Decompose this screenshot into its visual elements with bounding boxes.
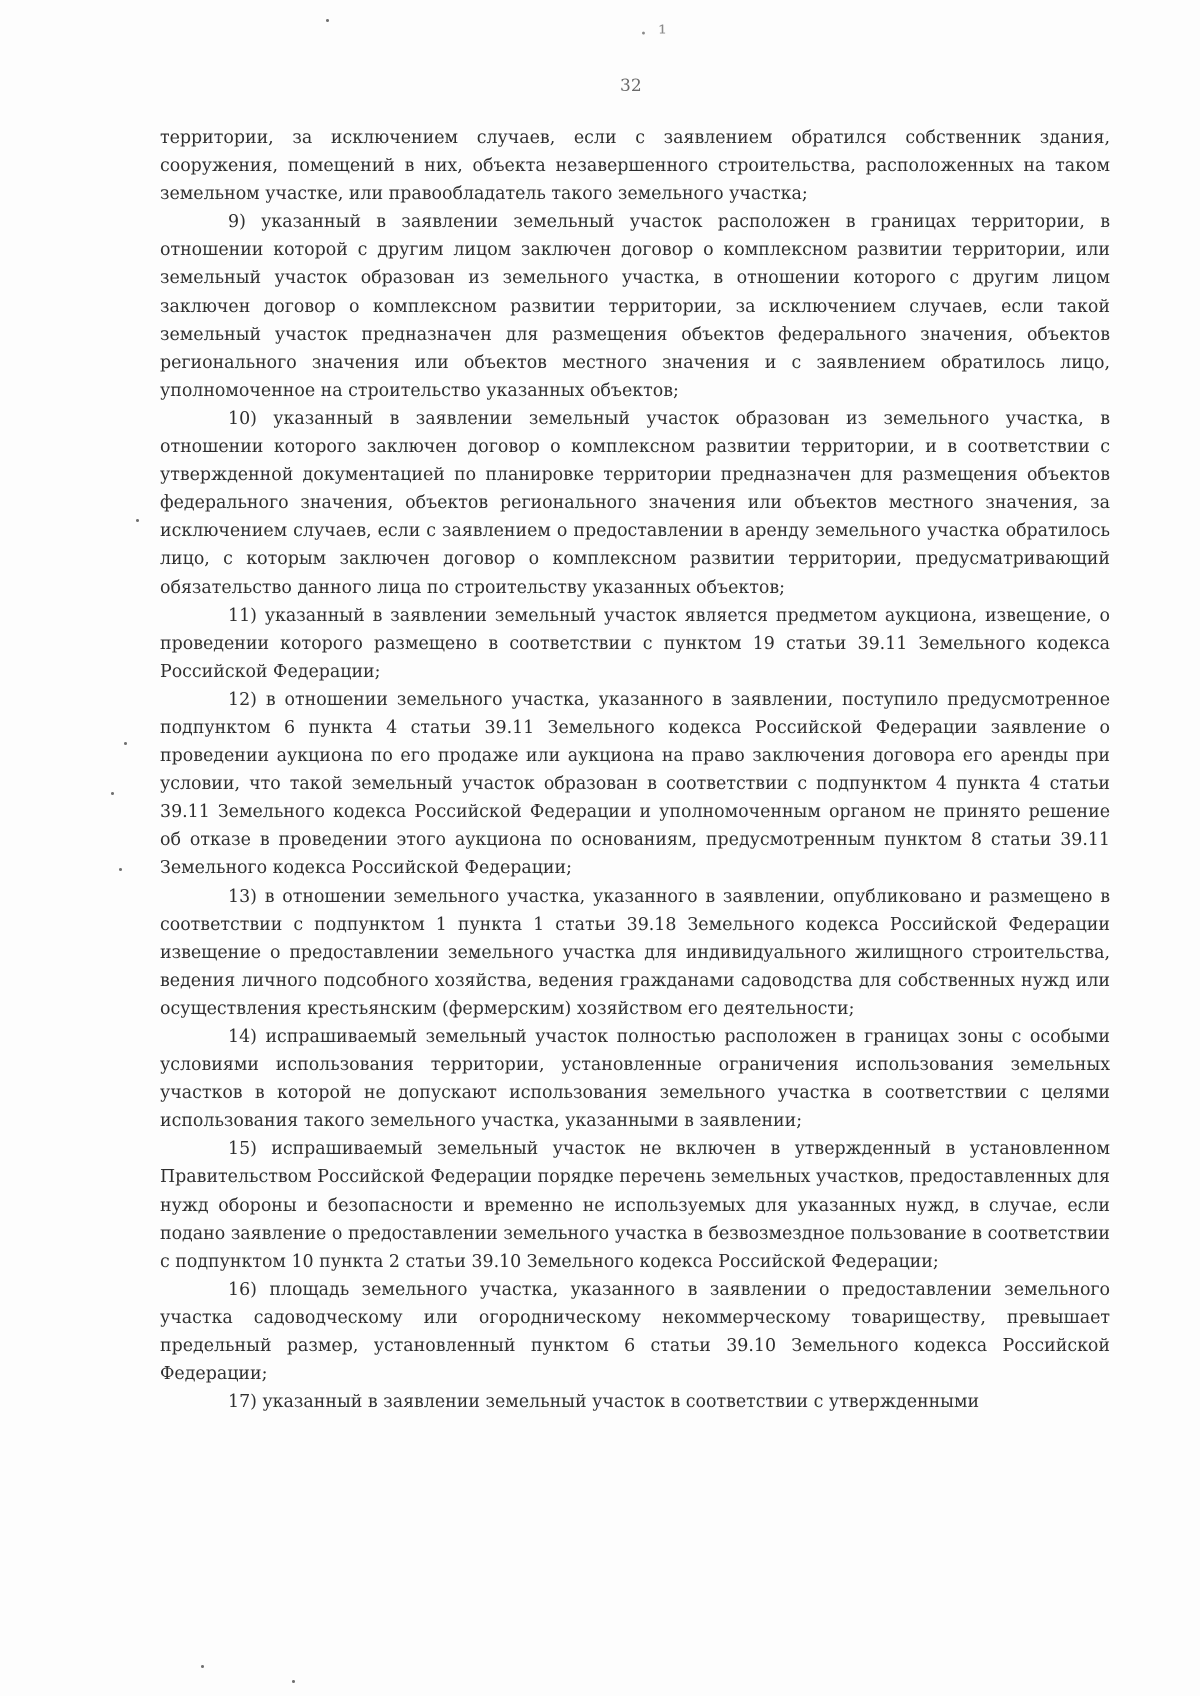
scan-speck bbox=[111, 792, 114, 795]
paragraph-item-9: 9) указанный в заявлении земельный участок расположен в границах территории, в отношении которой с другим лицом заключен договор о комплексном развитии территории, или земельный участок образован из земельного участка, в отношении которого с другим лицом заключен договор о комплексном развитии территории, за исключением случаев, если такой земельный участок предназначен для размещения объектов федерального значения, объектов регионального значения или объектов местного значения и с заявлением обратилось лицо, уполномоченное на строительство указанных объектов; bbox=[160, 212, 1110, 401]
page-number: 32 bbox=[620, 76, 642, 96]
scan-mark: · ¹ bbox=[640, 22, 669, 47]
paragraph-item-13: 13) в отношении земельного участка, указанного в заявлении, опубликовано и размещено в соответствии с подпунктом 1 пункта 1 статьи 39.18 Земельного кодекса Российской Федерации извещение о предоставлении земельного участка для индивидуального жилищного строительства, ведения личного подсобного хозяйства, ведения гражданами садоводства для собственных нужд или осуществления крестьянским (фермерским) хозяйством его деятельности; bbox=[160, 886, 1110, 1019]
paragraph-item-17: 17) указанный в заявлении земельный участок в соответствии с утвержденными bbox=[228, 1392, 980, 1413]
paragraph-item-16: 16) площадь земельного участка, указанного в заявлении о предоставлении земельного участка садоводческому или огородническому некоммерческому товариществу, превышает предельный размер, установленный пунктом 6 статьи 39.10 Земельного кодекса Российской Федерации; bbox=[160, 1279, 1110, 1385]
paragraph-item-15: 15) испрашиваемый земельный участок не включен в утвержденный в установленном Правительством Российской Федерации порядке перечень земельных участков, предоставленных для нужд обороны и безопасности и временно не используемых для указанных нужд, в случае, если подано заявление о предоставлении земельного участка в безвозмездное пользование в соответствии с подпунктом 10 пункта 2 статьи 39.10 Земельного кодекса Российской Федерации; bbox=[160, 1139, 1110, 1272]
document-body bbox=[160, 124, 1110, 1416]
scan-speck bbox=[292, 1680, 295, 1683]
paragraph-item-14: 14) испрашиваемый земельный участок полностью расположен в границах зоны с особыми условиями использования территории, установленные ограничения использования земельных участков в которой не допускают использования земельного участка в соответствии с целями использования такого земельного участка, указанными в заявлении; bbox=[160, 1027, 1110, 1132]
paragraph-item-12: 12) в отношении земельного участка, указанного в заявлении, поступило предусмотренное подпунктом 6 пункта 4 статьи 39.11 Земельного кодекса Российской Федерации заявление о проведении аукциона по его продаже или аукциона на право заключения договора его аренды при условии, что такой земельный участок образован в соответствии с подпунктом 4 пункта 4 статьи 39.11 Земельного кодекса Российской Федерации и уполномоченным органом не принято решение об отказе в проведении этого аукциона по основаниям, предусмотренным пунктом 8 статьи 39.11 Земельного кодекса Российской Федерации; bbox=[160, 689, 1110, 879]
scan-speck bbox=[119, 868, 122, 871]
scan-speck bbox=[136, 519, 139, 522]
scan-speck bbox=[326, 19, 329, 22]
scan-speck bbox=[124, 742, 127, 745]
scan-speck bbox=[201, 1665, 204, 1668]
paragraph-item-11: 11) указанный в заявлении земельный участок является предметом аукциона, извещение, о проведении которого размещено в соответствии с пунктом 19 статьи 39.11 Земельного кодекса Российской Федерации; bbox=[160, 605, 1110, 682]
paragraph-item-10: 10) указанный в заявлении земельный участок образован из земельного участка, в отношении которого заключен договор о комплексном развитии территории, и в соответствии с утвержденной документацией по планировке территории предназначен для размещения объектов федерального значения, объектов регионального значения или объектов местного значения, за исключением случаев, если с заявлением о предоставлении в аренду земельного участка обратилось лицо, с которым заключен договор о комплексном развитии территории, предусматривающий обязательство данного лица по строительству указанных объектов; bbox=[160, 408, 1110, 598]
paragraph-continuation: территории, за исключением случаев, если с заявлением обратился собственник здания, сооружения, помещений в них, объекта незавершенного строительства, расположенных на таком земельном участке, или правообладатель такого земельного участка; bbox=[160, 128, 1110, 205]
